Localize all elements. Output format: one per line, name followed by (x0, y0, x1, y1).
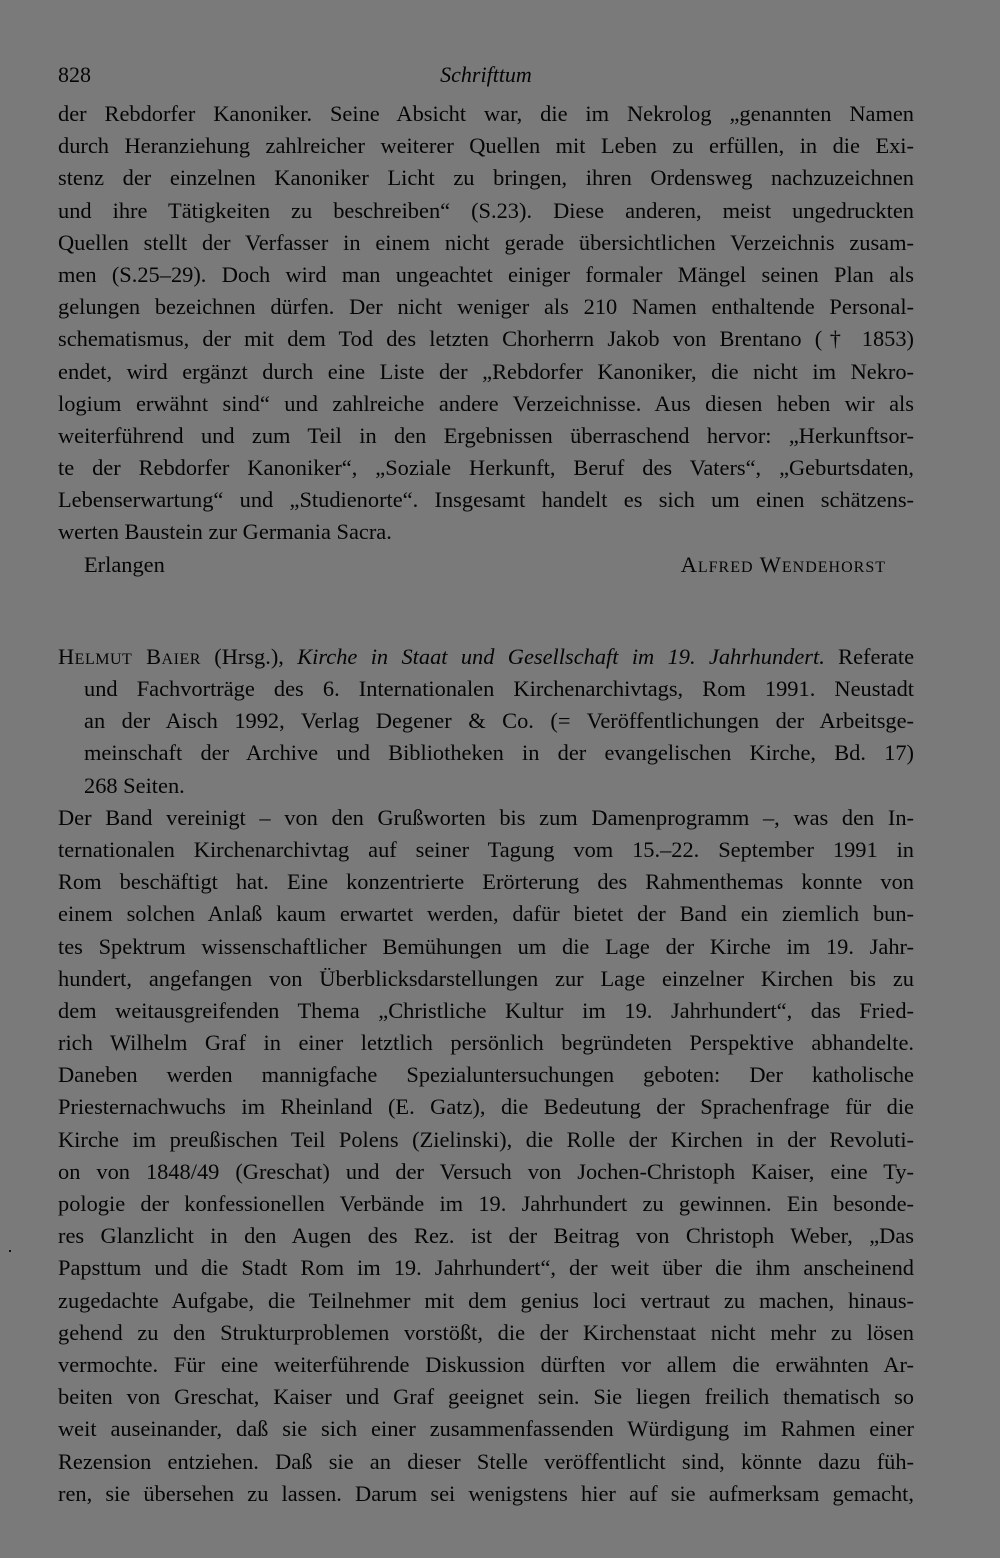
citation-rest: Referate (824, 643, 915, 669)
bibliographic-citation (58, 641, 914, 802)
text-line: Kirche im preußischen Teil Polens (Zielinski), die Rolle der Kirchen in der Revoluti- (58, 1126, 914, 1152)
text-line: Papsttum und die Stadt Rom im 19. Jahrhundert“, der weit über die ihm anscheinend (58, 1255, 914, 1281)
text-line: Rom beschäftigt hat. Eine konzentrierte Erörterung des Rahmenthemas konnte von (58, 869, 914, 895)
citation-title: Kirche in Staat und Gesellschaft im 19. Jahrhundert. (297, 643, 825, 669)
text-line: weit auseinander, daß sie sich einer zusammenfassenden Würdigung im Rahmen einer (58, 1416, 914, 1442)
text-line: ternationalen Kirchenarchivtag auf seiner Tagung vom 15.–22. September 1991 in (58, 836, 914, 862)
text-line: tes Spektrum wissenschaftlicher Bemühungen um die Lage der Kirche im 19. Jahr- (58, 933, 914, 959)
text-line: durch Heranziehung zahlreicher weiterer Quellen mit Leben zu erfüllen, in die Exi- (58, 133, 914, 159)
section-gap (58, 581, 914, 641)
citation-line: meinschaft der Archive und Bibliotheken in der evangelischen Kirche, Bd. 17) (84, 740, 914, 766)
review-place: Erlangen (84, 551, 165, 577)
text-line: te der Rebdorfer Kanoniker“, „Soziale Herkunft, Beruf des Vaters“, „Geburtsdaten, (58, 455, 914, 481)
text-line: einem solchen Anlaß kaum erwartet werden, dafür bietet der Band ein ziemlich bun- (58, 901, 914, 927)
text-line: schematismus, der mit dem Tod des letzten Chorherrn Jakob von Brentano († 1853) (58, 326, 914, 352)
running-title: Schrifttum (440, 62, 532, 87)
text-line: Der Band vereinigt – von den Grußworten bis zum Damenprogramm –, was den In- (58, 804, 914, 830)
text-line: Rezension entziehen. Daß sie an dieser Stelle veröffentlicht sind, könnte dazu füh- (58, 1448, 914, 1474)
running-head (58, 58, 914, 98)
reviewer-name: Alfred Wendehorst (680, 551, 886, 577)
text-line: weiterführend und zum Teil in den Ergebnissen überraschend hervor: „Herkunftsor- (58, 422, 914, 448)
text-line: Lebenserwartung“ und „Studienorte“. Insgesamt handelt es sich um einen schätzens- (58, 487, 914, 513)
text-line: endet, wird ergänzt durch eine Liste der „Rebdorfer Kanoniker, die nicht im Nekro- (58, 358, 914, 384)
review-signoff (58, 549, 914, 581)
text-line: gelungen bezeichnen dürfen. Der nicht weniger als 210 Namen enthaltende Personal- (58, 294, 914, 320)
text-line: rich Wilhelm Graf in einer letztlich persönlich begründeten Perspektive abhandelte. (58, 1030, 914, 1056)
review-continuation (58, 98, 914, 581)
text-line: der Rebdorfer Kanoniker. Seine Absicht war, die im Nekrolog „genannten Namen (58, 101, 914, 126)
text-line: zugedachte Aufgabe, die Teilnehmer mit dem genius loci vertraut zu machen, hinaus- (58, 1287, 914, 1313)
text-line: logium erwähnt sind“ und zahlreiche andere Verzeichnisse. Aus diesen heben wir als (58, 390, 914, 416)
text-line: Daneben werden mannigfache Spezialuntersuchungen geboten: Der katholische (58, 1062, 914, 1088)
citation-line (58, 641, 914, 673)
page (58, 58, 914, 1510)
text-line: Quellen stellt der Verfasser in einem nicht gerade übersichtlichen Verzeichnis zusam- (58, 229, 914, 255)
citation-line: und Fachvorträge des 6. Internationalen Kirchenarchivtags, Rom 1991. Neustadt (84, 676, 914, 701)
review-entry (58, 641, 914, 1510)
citation-line: an der Aisch 1992, Verlag Degener & Co. (= Veröffentlichungen der Arbeitsge- (84, 708, 914, 734)
text-line: Priesternachwuchs im Rheinland (E. Gatz), die Bedeutung der Sprachenfrage für die (58, 1094, 914, 1120)
text-line: pologie der konfessionellen Verbände im 19. Jahrhundert zu gewinnen. Ein besonde- (58, 1191, 914, 1216)
text-line: stenz der einzelnen Kanoniker Licht zu bringen, ihren Ordensweg nachzuzeichnen (58, 165, 914, 191)
citation-author: Helmut Baier (58, 643, 201, 669)
text-line: on von 1848/49 (Greschat) und der Versuch von Jochen-Christoph Kaiser, eine Ty- (58, 1158, 914, 1184)
text-line: gehend zu den Strukturproblemen vorstößt, die der Kirchenstaat nicht mehr zu lösen (58, 1319, 914, 1345)
text-line: und ihre Tätigkeiten zu beschreiben“ (S.23). Diese anderen, meist ungedruckten (58, 197, 914, 223)
text-line: men (S.25–29). Doch wird man ungeachtet einiger formaler Mängel seinen Plan als (58, 261, 914, 287)
review-body (58, 802, 914, 1510)
text-line: werten Baustein zur Germania Sacra. (58, 519, 392, 545)
text-line: vermochte. Für eine weiterführende Diskussion dürften vor allem die erwähnten Ar- (58, 1351, 914, 1377)
citation-line: 268 Seiten. (84, 772, 185, 798)
scan-speck (9, 1250, 11, 1252)
text-line: ren, sie übersehen zu lassen. Darum sei wenigstens hier auf sie aufmerksam gemacht, (58, 1480, 914, 1506)
text-line: res Glanzlicht in den Augen des Rez. ist der Beitrag von Christoph Weber, „Das (58, 1223, 914, 1249)
text-line: hundert, angefangen von Überblicksdarstellungen zur Lage einzelner Kirchen bis zu (58, 965, 914, 991)
text-line: beiten von Greschat, Kaiser und Graf geeignet sein. Sie liegen freilich thematisch so (58, 1384, 914, 1410)
text-line: dem weitausgreifenden Thema „Christliche Kultur im 19. Jahrhundert“, das Fried- (58, 997, 914, 1023)
page-number: 828 (58, 62, 91, 87)
citation-editor-note: (Hrsg.), (200, 643, 298, 669)
